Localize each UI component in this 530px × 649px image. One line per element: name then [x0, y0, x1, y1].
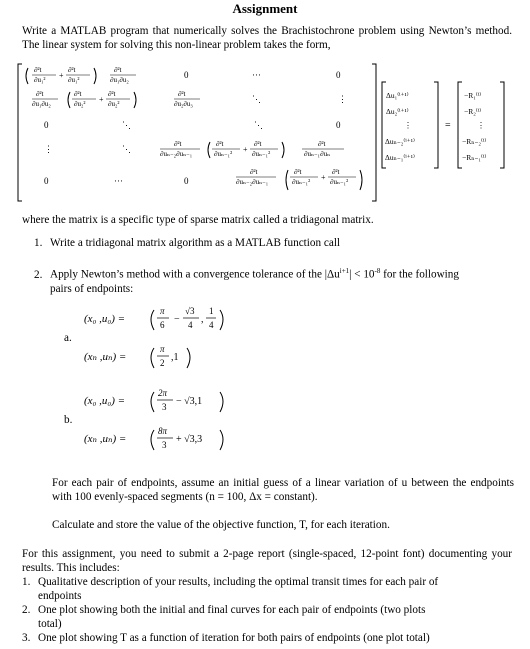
initial-guess-paragraph: For each pair of endpoints, assume an initial guess of a linear variation of u between the endpoints with 100 evenly-spaced segments (n = 100, Δx = constant). — [52, 477, 514, 503]
svg-text:∂uₙ₋₁²: ∂uₙ₋₁² — [252, 150, 271, 158]
residual-1: −R₁⁽ⁱ⁾ — [464, 91, 482, 100]
svg-text:,: , — [201, 314, 204, 325]
svg-text:∂u₂²: ∂u₂² — [108, 100, 120, 108]
svg-text:4: 4 — [188, 320, 193, 330]
residual-dots: ⋮ — [477, 121, 485, 130]
intro-paragraph: Write a MATLAB program that numerically solves the Brachistochrone problem using Newton’s method. The linear system for solving this non-linear problem takes the form, — [22, 25, 512, 51]
zero-entry: 0 — [44, 176, 49, 186]
where-paragraph: where the matrix is a specific type of sparse matrix called a tridiagonal matrix. — [22, 214, 374, 226]
svg-text:∂²t: ∂²t — [108, 90, 116, 98]
svg-text:4: 4 — [209, 320, 214, 330]
svg-text:π: π — [160, 306, 165, 316]
svg-text:∂uₙ₋₁²: ∂uₙ₋₁² — [214, 150, 233, 158]
svg-text:∂²t: ∂²t — [216, 140, 224, 148]
svg-text:+: + — [99, 95, 104, 104]
svg-text:,1: ,1 — [171, 352, 179, 363]
svg-text:∂²t: ∂²t — [36, 90, 44, 98]
svg-text:2π: 2π — [158, 388, 168, 398]
svg-text:∂uₙ₋₁²: ∂uₙ₋₁² — [330, 178, 349, 186]
svg-text:∂u₂∂u₃: ∂u₂∂u₃ — [174, 100, 193, 108]
svg-text:3: 3 — [162, 402, 167, 412]
delta-u-n-2: Δuₙ₋₂⁽ⁱ⁺¹⁾ — [385, 137, 415, 146]
svg-text:− √3,1: − √3,1 — [176, 396, 203, 407]
residual-vector — [458, 82, 504, 168]
matrix-row-4 — [44, 140, 344, 158]
delta-u-dots: ⋮ — [404, 121, 412, 130]
svg-text:∂uₙ₋₂∂uₙ₋₁: ∂uₙ₋₂∂uₙ₋₁ — [160, 150, 193, 158]
svg-text:1: 1 — [209, 306, 214, 316]
tridiagonal-matrix-equation — [14, 60, 514, 205]
delta-u-vector — [382, 82, 438, 168]
list-item: 2. Apply Newton’s method with a convergence tolerance of the $|\Delta u^{i+1}| < 10^{-8}$ for the following pairs of endpoints: — [34, 267, 459, 295]
list-item: 1. Qualitative description of your results, including the optimal transit times for each pair of — [22, 576, 439, 588]
matrix-row-1 — [26, 66, 341, 84]
svg-text:∂²t: ∂²t — [318, 140, 326, 148]
svg-text:∂u₁∂u₂: ∂u₁∂u₂ — [32, 100, 51, 108]
pair-b-end-lhs: (xₙ ,uₙ) = — [84, 433, 127, 445]
matrix-row-2 — [32, 90, 347, 108]
dots-vertical: ⋮ — [44, 144, 53, 154]
svg-text:+: + — [243, 145, 248, 154]
svg-text:8π: 8π — [158, 426, 168, 436]
zero-entry: 0 — [336, 120, 341, 130]
delta-u-1: Δu₁⁽ⁱ⁺¹⁾ — [386, 91, 409, 100]
svg-text:π: π — [160, 344, 165, 354]
pair-b-start-lhs: (x₀ ,u₀) = — [84, 395, 126, 407]
pair-a-label: a. — [64, 332, 72, 344]
delta-u-n-1: Δuₙ₋₁⁽ⁱ⁺¹⁾ — [385, 153, 415, 162]
pair-b-label: b. — [64, 414, 73, 426]
pair-b-equations — [84, 382, 284, 457]
zero-entry: 0 — [44, 120, 49, 130]
dots-horizontal: ··· — [252, 70, 261, 80]
dots-diagonal: ⋱ — [122, 120, 131, 130]
page-title: Assignment — [232, 1, 298, 16]
report-intro-paragraph: For this assignment, you need to submit a 2-page report (single-spaced, 12-point font) documenting your results. This includes: — [22, 548, 512, 574]
svg-text:∂²t: ∂²t — [178, 90, 186, 98]
svg-text:2: 2 — [160, 358, 165, 368]
matrix-row-3 — [44, 120, 341, 130]
list-item: 3. One plot showing T as a function of iteration for both pairs of endpoints (one plot total) — [22, 632, 430, 644]
residual-2: −R₂⁽ⁱ⁾ — [464, 107, 482, 116]
svg-text:∂u₁²: ∂u₁² — [34, 76, 46, 84]
svg-text:∂²t: ∂²t — [332, 168, 340, 176]
svg-text:∂uₙ₋₁∂uₙ: ∂uₙ₋₁∂uₙ — [304, 150, 331, 158]
report-list: 1. Qualitative description of your results, including the optimal transit times for each pair of endpoints 2. One plot showing both the initial and final curves for each pair of endpoints (two plots total) 3. One plot showing T as a function of iteration for both pairs of endpoints (one plot total) — [22, 575, 514, 645]
dots-diagonal: ⋱ — [254, 120, 263, 130]
list-item: 1. Write a tridiagonal matrix algorithm as a MATLAB function call — [34, 237, 341, 249]
svg-text:∂²t: ∂²t — [174, 140, 182, 148]
matrix-left-bracket — [18, 64, 22, 201]
matrix-row-5 — [44, 168, 362, 190]
svg-text:∂²t: ∂²t — [114, 66, 122, 74]
svg-text:∂u₂²: ∂u₂² — [74, 100, 86, 108]
svg-text:∂u₁∂u₂: ∂u₁∂u₂ — [110, 76, 129, 84]
residual-n-1: −Rₙ₋₁⁽ⁱ⁾ — [462, 153, 487, 162]
svg-text:−: − — [174, 314, 180, 325]
matrix-right-bracket — [372, 64, 376, 201]
zero-entry: 0 — [336, 70, 341, 80]
svg-text:3: 3 — [162, 440, 167, 450]
svg-text:∂²t: ∂²t — [254, 140, 262, 148]
residual-n-2: −Rₙ₋₂⁽ⁱ⁾ — [462, 137, 487, 146]
dots-diagonal: ⋱ — [122, 144, 131, 154]
delta-u-2: Δu₂⁽ⁱ⁺¹⁾ — [386, 107, 409, 116]
pair-a-equations — [84, 300, 284, 375]
svg-text:6: 6 — [160, 320, 165, 330]
equals-sign: = — [445, 120, 451, 131]
zero-entry: 0 — [184, 70, 189, 80]
svg-text:∂uₙ₋₂∂uₙ₋₁: ∂uₙ₋₂∂uₙ₋₁ — [236, 178, 269, 186]
zero-entry: 0 — [184, 176, 189, 186]
svg-text:+: + — [321, 173, 326, 182]
dots-diagonal: ⋱ — [252, 94, 261, 104]
dots-horizontal: ··· — [114, 176, 123, 186]
svg-text:√3: √3 — [185, 306, 195, 316]
svg-text:∂²t: ∂²t — [294, 168, 302, 176]
list-item: 2. One plot showing both the initial and final curves for each pair of endpoints (two plots — [22, 604, 426, 616]
svg-text:∂²t: ∂²t — [74, 90, 82, 98]
svg-text:+: + — [59, 71, 64, 80]
pair-a-end-lhs: (xₙ ,uₙ) = — [84, 351, 127, 363]
svg-text:∂uₙ₋₁²: ∂uₙ₋₁² — [292, 178, 311, 186]
pair-a-start-lhs: (x₀ ,u₀) = — [84, 313, 126, 325]
svg-text:∂²t: ∂²t — [34, 66, 42, 74]
svg-text:∂u₁²: ∂u₁² — [68, 76, 80, 84]
svg-text:+ √3,3: + √3,3 — [176, 434, 203, 445]
objective-paragraph: Calculate and store the value of the objective function, T, for each iteration. — [52, 519, 390, 531]
dots-vertical: ⋮ — [338, 94, 347, 104]
svg-text:∂²t: ∂²t — [250, 168, 258, 176]
svg-text:∂²t: ∂²t — [68, 66, 76, 74]
